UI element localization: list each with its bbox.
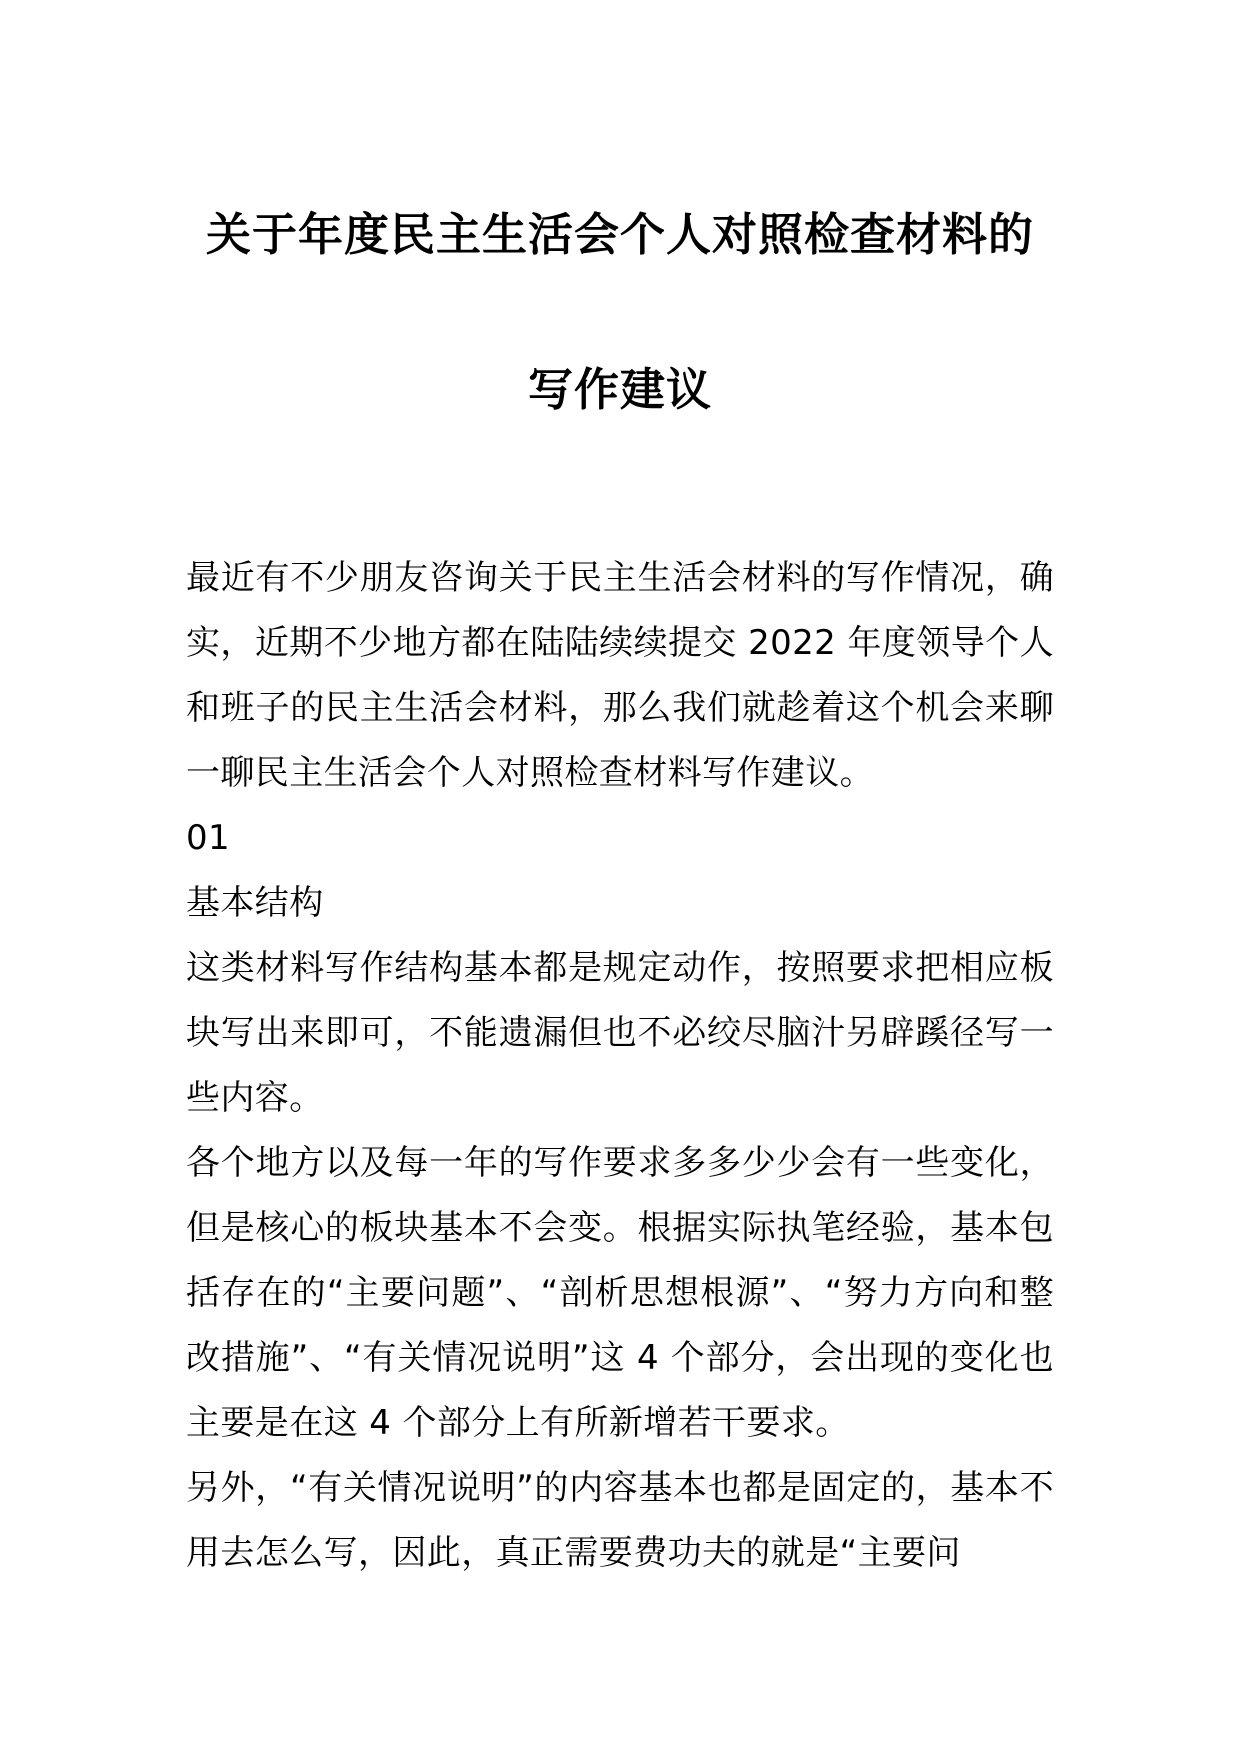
paragraph-core-sections: 各个地方以及每一年的写作要求多多少少会有一些变化，但是核心的板块基本不会变。根据实际执笔经验，基本包括存在的“主要问题”、“剖析思想根源”、“努力方向和整改措施”、“有关情况说明”这 4 个部分，会出现的变化也主要是在这 4 个部分上有所新增若干要求。: [186, 1143, 1054, 1443]
section-heading: 基本结构: [186, 883, 324, 923]
paragraph-structure: 这类材料写作结构基本都是规定动作，按照要求把相应板块写出来即可，不能遗漏但也不必绞尽脑汁另辟蹊径写一些内容。: [186, 948, 1054, 1118]
document-title-line-1: 关于年度民主生活会个人对照检查材料的: [205, 208, 1034, 261]
document-title-line-2: 写作建议: [527, 363, 712, 416]
document-body: [186, 546, 1054, 1586]
paragraph-intro: 最近有不少朋友咨询关于民主生活会材料的写作情况，确实，近期不少地方都在陆陆续续提交 2022 年度领导个人和班子的民主生活会材料，那么我们就趁着这个机会来聊一聊民主生活会个人对照检查材料写作建议。: [186, 558, 1054, 793]
paragraph-additional: 另外，“有关情况说明”的内容基本也都是固定的，基本不用去怎么写，因此，真正需要费功夫的就是“主要问: [186, 1468, 1054, 1573]
section-number: 01: [186, 818, 231, 858]
